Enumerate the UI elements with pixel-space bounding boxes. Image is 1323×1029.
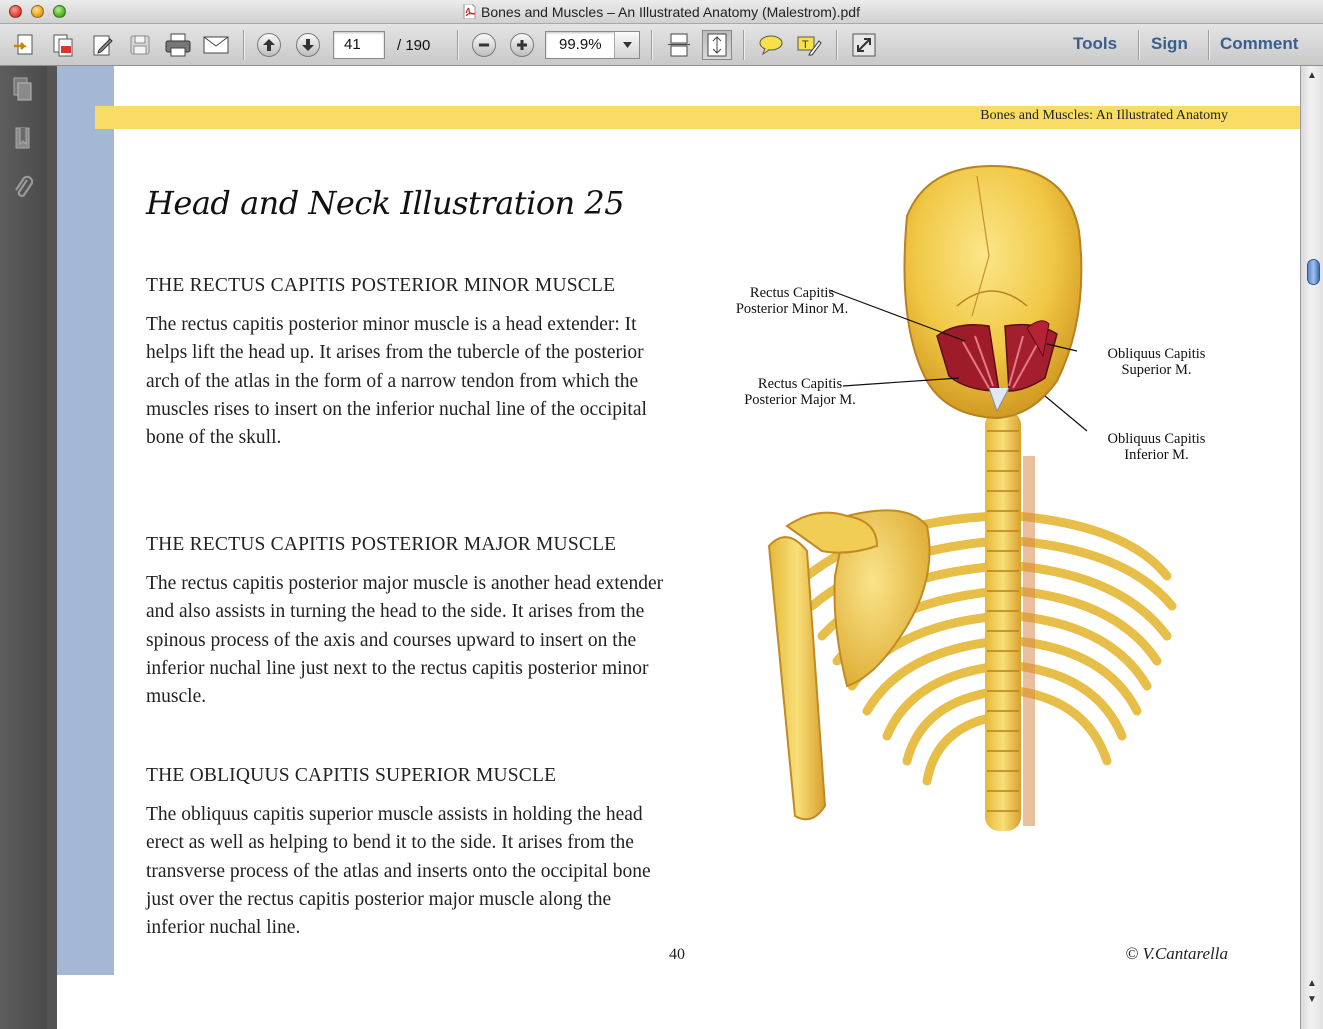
zoom-level-select[interactable] xyxy=(545,31,640,59)
label-line: Posterior Major M. xyxy=(744,391,856,408)
highlight-text-button[interactable] xyxy=(794,30,824,60)
full-screen-button[interactable] xyxy=(849,30,879,60)
section-body: The rectus capitis posterior major muscle is another head extender and also assists in turning the head to the side. It arises from the spinous process of the axis and courses upward to insert on the inferior nuchal line just next to the rectus capitis posterior minor muscle. xyxy=(146,573,664,708)
minus-icon xyxy=(477,38,491,52)
pdf-file-icon xyxy=(463,4,476,22)
svg-text:T: T xyxy=(802,39,809,51)
label-line: Rectus Capitis xyxy=(749,285,835,301)
toolbar-separator xyxy=(457,30,458,60)
scrollbar-thumb[interactable] xyxy=(1307,259,1320,285)
anatomy-illustration xyxy=(727,156,1237,846)
label-line: Posterior Minor M. xyxy=(735,300,849,317)
floppy-disk-icon xyxy=(128,33,152,57)
create-pdf-icon xyxy=(12,32,38,58)
label-obliquus-inferior xyxy=(1089,432,1224,463)
scroll-up-arrow-icon[interactable]: ▲ xyxy=(1307,70,1317,81)
fit-width-icon xyxy=(667,32,691,58)
page-number-input[interactable]: 41 xyxy=(333,31,385,59)
scroll-down-arrow-icon[interactable]: ▼ xyxy=(1307,994,1317,1005)
highlighter-icon xyxy=(796,33,822,57)
label-rectus-minor xyxy=(722,286,862,317)
fit-page-icon xyxy=(705,32,729,58)
illustration-credit: © V.Cantarella xyxy=(1125,944,1228,963)
arrow-up-icon xyxy=(262,38,276,52)
save-button[interactable] xyxy=(125,30,155,60)
section-rectus-major xyxy=(146,531,666,711)
add-sticky-note-button[interactable] xyxy=(756,30,786,60)
section-obliquus-superior xyxy=(146,762,666,942)
comment-button[interactable]: Comment xyxy=(1220,34,1299,53)
combine-files-icon xyxy=(50,32,76,58)
zoom-level-value: 99.9% xyxy=(559,36,602,53)
chevron-down-icon xyxy=(623,42,632,48)
tools-button[interactable]: Tools xyxy=(1073,34,1118,53)
next-page-button[interactable] xyxy=(293,30,323,60)
section-heading: THE RECTUS CAPITIS POSTERIOR MINOR MUSCLE xyxy=(146,275,616,296)
bookmarks-button[interactable] xyxy=(9,126,37,154)
envelope-icon xyxy=(202,34,230,56)
running-header: Bones and Muscles: An Illustrated Anatomy xyxy=(980,108,1228,123)
page-thumbnails-icon xyxy=(11,76,35,104)
page-gutter xyxy=(47,66,57,1029)
previous-page-button[interactable] xyxy=(254,30,284,60)
main-toolbar xyxy=(0,24,1323,66)
zoom-in-button[interactable] xyxy=(507,30,537,60)
window-titlebar xyxy=(0,0,1323,24)
label-line: Inferior M. xyxy=(1124,446,1189,463)
vertical-scrollbar[interactable] xyxy=(1300,66,1323,1029)
toolbar-separator xyxy=(1138,30,1139,60)
section-body: The obliquus capitis superior muscle assists in holding the head erect as well as helping to bend it to the side. It arises from the transverse process of the atlas and inserts onto the occipital bone just over the rectus capitis posterior major muscle along the inferior nuchal line. xyxy=(146,804,651,939)
label-rectus-major xyxy=(730,377,870,408)
label-line: Obliquus Capitis xyxy=(1107,431,1206,447)
toolbar-separator xyxy=(243,30,244,60)
attachments-button[interactable] xyxy=(9,174,37,202)
navigation-pane xyxy=(0,66,48,1029)
section-heading: THE RECTUS CAPITIS POSTERIOR MAJOR MUSCLE xyxy=(146,534,617,555)
section-rectus-minor xyxy=(146,272,666,452)
create-pdf-button[interactable] xyxy=(10,30,40,60)
sign-button[interactable]: Sign xyxy=(1151,34,1188,53)
bookmark-icon xyxy=(13,126,33,154)
edit-document-button[interactable] xyxy=(88,30,118,60)
label-line: Rectus Capitis xyxy=(757,376,843,392)
scroll-up-arrow-icon[interactable]: ▲ xyxy=(1307,978,1317,989)
toolbar-separator xyxy=(651,30,652,60)
printer-icon xyxy=(164,32,192,58)
section-heading: THE OBLIQUUS CAPITIS SUPERIOR MUSCLE xyxy=(146,765,557,786)
page-total: / 190 xyxy=(397,37,431,54)
label-obliquus-superior xyxy=(1089,347,1224,378)
speech-bubble-icon xyxy=(758,33,784,57)
window-title-wrap xyxy=(0,4,1323,22)
combine-files-button[interactable] xyxy=(48,30,78,60)
scrolling-mode-button[interactable] xyxy=(664,30,694,60)
toolbar-separator xyxy=(836,30,837,60)
spine xyxy=(985,411,1035,831)
label-line: Superior M. xyxy=(1121,361,1192,378)
plus-icon xyxy=(515,38,529,52)
print-button[interactable] xyxy=(163,30,193,60)
label-line: Obliquus Capitis xyxy=(1107,346,1206,362)
edit-document-icon xyxy=(90,32,116,58)
arrow-down-icon xyxy=(301,38,315,52)
toolbar-separator xyxy=(743,30,744,60)
paperclip-icon xyxy=(13,174,33,202)
fit-page-button[interactable] xyxy=(702,30,732,60)
page-thumbnails-button[interactable] xyxy=(9,76,37,104)
expand-icon xyxy=(851,32,877,58)
section-body: The rectus capitis posterior minor muscle is a head extender: It helps lift the head up. It arises from the tubercle of the posterior arch of the atlas in the form of a narrow tendon from which the muscles rises to insert on the inferior nuchal line of the occipital bone of the skull. xyxy=(146,314,647,449)
email-button[interactable] xyxy=(201,30,231,60)
window-title: Bones and Muscles – An Illustrated Anatomy (Malestrom).pdf xyxy=(481,4,860,20)
page-side-band xyxy=(57,66,114,975)
document-page xyxy=(57,66,1300,1029)
page-number: 40 xyxy=(669,946,685,963)
toolbar-separator xyxy=(1208,30,1209,60)
zoom-dropdown-button[interactable] xyxy=(614,32,639,58)
page-title: Head and Neck Illustration 25 xyxy=(146,184,625,222)
humerus xyxy=(769,537,825,819)
zoom-out-button[interactable] xyxy=(469,30,499,60)
